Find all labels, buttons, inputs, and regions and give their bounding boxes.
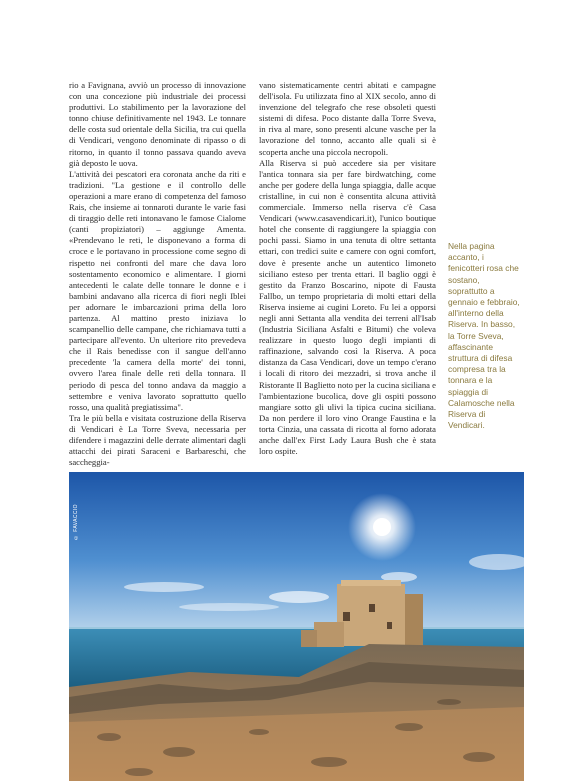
article-column-left — [69, 80, 246, 468]
paragraph: vano sistematicamente centri abitati e campagne dell'isola. Fu utilizzata fino al XIX secolo, anno di invenzione del telegrafo che rese obsoleti questi sistemi di difesa. Poco distante dalla Torre Sveva, in riva al mare, sono presenti alcune vasche per la lavorazione del tonno, accanto alle quali si è scoperta anche una piccola necropoli. — [259, 80, 436, 157]
photo-credit: © FAVACCIO — [73, 504, 79, 540]
paragraph: Tra le più bella e visitata costruzione della Riserva di Vendicari è La Torre Sveva, necessaria per difendere i magazzini delle derrate alimentari dagli attacchi dei pirati Saraceni e Barbareschi, che saccheggia- — [69, 412, 246, 468]
tower-photo — [69, 472, 524, 781]
paragraph: Alla Riserva si può accedere sia per visitare l'antica tonnara sia per fare birdwatching, come anche per godere della lunga spiaggia, dalle acque cristalline, in cui non è consentita alcuna attività commerciale. Immerso nella riserva c'è Casa Vendicari (www.casavendicari.it), l'unico boutique hotel che consente di raggiungere la spiaggia con pochi passi. Siamo in una tenuta di oltre settanta ettari, con tredici suite e camere con ogni comfort, dove è presente anche un autentico limoneto siciliano esteso per trenta ettari. Il baglio oggi è gestito da Franzo Boscarino, nipote di Fausta Fallbo, un tempo proprietaria di molti ettari della Riserva insieme ai cugini Loreto. Fu lei a opporsi negli anni Settanta alla vendita dei terreni all'Isab (Industria Siciliana Asfalti e Bitumi) che voleva realizzare in questo luogo degli impianti di raffinazione, salvando così la Riserva. A poca distanza da Casa Vendicari, dove un tempo c'erano i locali di ritoro dei mezzadri, si trova anche il Ristorante Il Baglietto noto per la cucina siciliana e l'ambientazione bucolica, dove gli ospiti possono mangiare sotto gli ulivi la tipica cucina siciliana. Da non perdere il loro vino Orange Faustina e la torta Cinzia, una cassata di ricotta al forno adorata anche dall'ex First Lady Laura Bush che è stata loro ospite. — [259, 157, 436, 457]
article-column-right — [259, 80, 436, 457]
photo-caption: Nella pagina accanto, i fenicotteri rosa che sostano, soprattutto a gennaio e febbraio, all'interno della Riserva. In basso, la Torre Sveva, affascinante struttura di difesa compresa tra la tonnara e la spiaggia di Calamosche nella Riserva di Vendicari. — [448, 241, 520, 431]
paragraph: L'attività dei pescatori era coronata anche da riti e tradizioni. "La gestione e il controllo delle operazioni a mare erano di competenza del famoso Rais, che insieme ai tonnaroti durante le varie fasi di tiraggio delle reti intonavano le famose Cialome (canti propiziatori) – aggiunge Amenta. «Prendevano le reti, le disponevano a forma di croce e le portavano in processione come segno di rispetto nei confronti del mare che dava loro sostentamento economico e alimentare. I giorni antecedenti le calate delle tonnare le donne e i bambini andavano alla ricerca di fiori negli Iblei per adornare le imbarcazioni prima della loro partenza. Al mattino presto iniziava lo scampanellio delle campane, che richiamava tutti a partecipare all'evento. Un ulteriore rito prevedeva che il Rais benedisse con il sangue dell'anno precedente 'la camera della morte' dei tonni, ovvero l'area finale delle reti della tonnara. Il periodo di pesca del tonno andava da maggio a settembre e veniva lavorato soprattutto quello rosso, una qualità pregiatissima". — [69, 168, 246, 412]
paragraph: rio a Favignana, avviò un processo di innovazione con una concezione più industriale dei processi produttivi. Lo stabilimento per la lavorazione del tonno chiuse definitivamente nel 1943. Le tonnare delle costa sud orientale della Sicilia, tra cui quella di Vendicari, vengono denominate di ripasso o di ritorno, in quanto il tonno passava quando aveva già deposto le uova. — [69, 80, 246, 168]
